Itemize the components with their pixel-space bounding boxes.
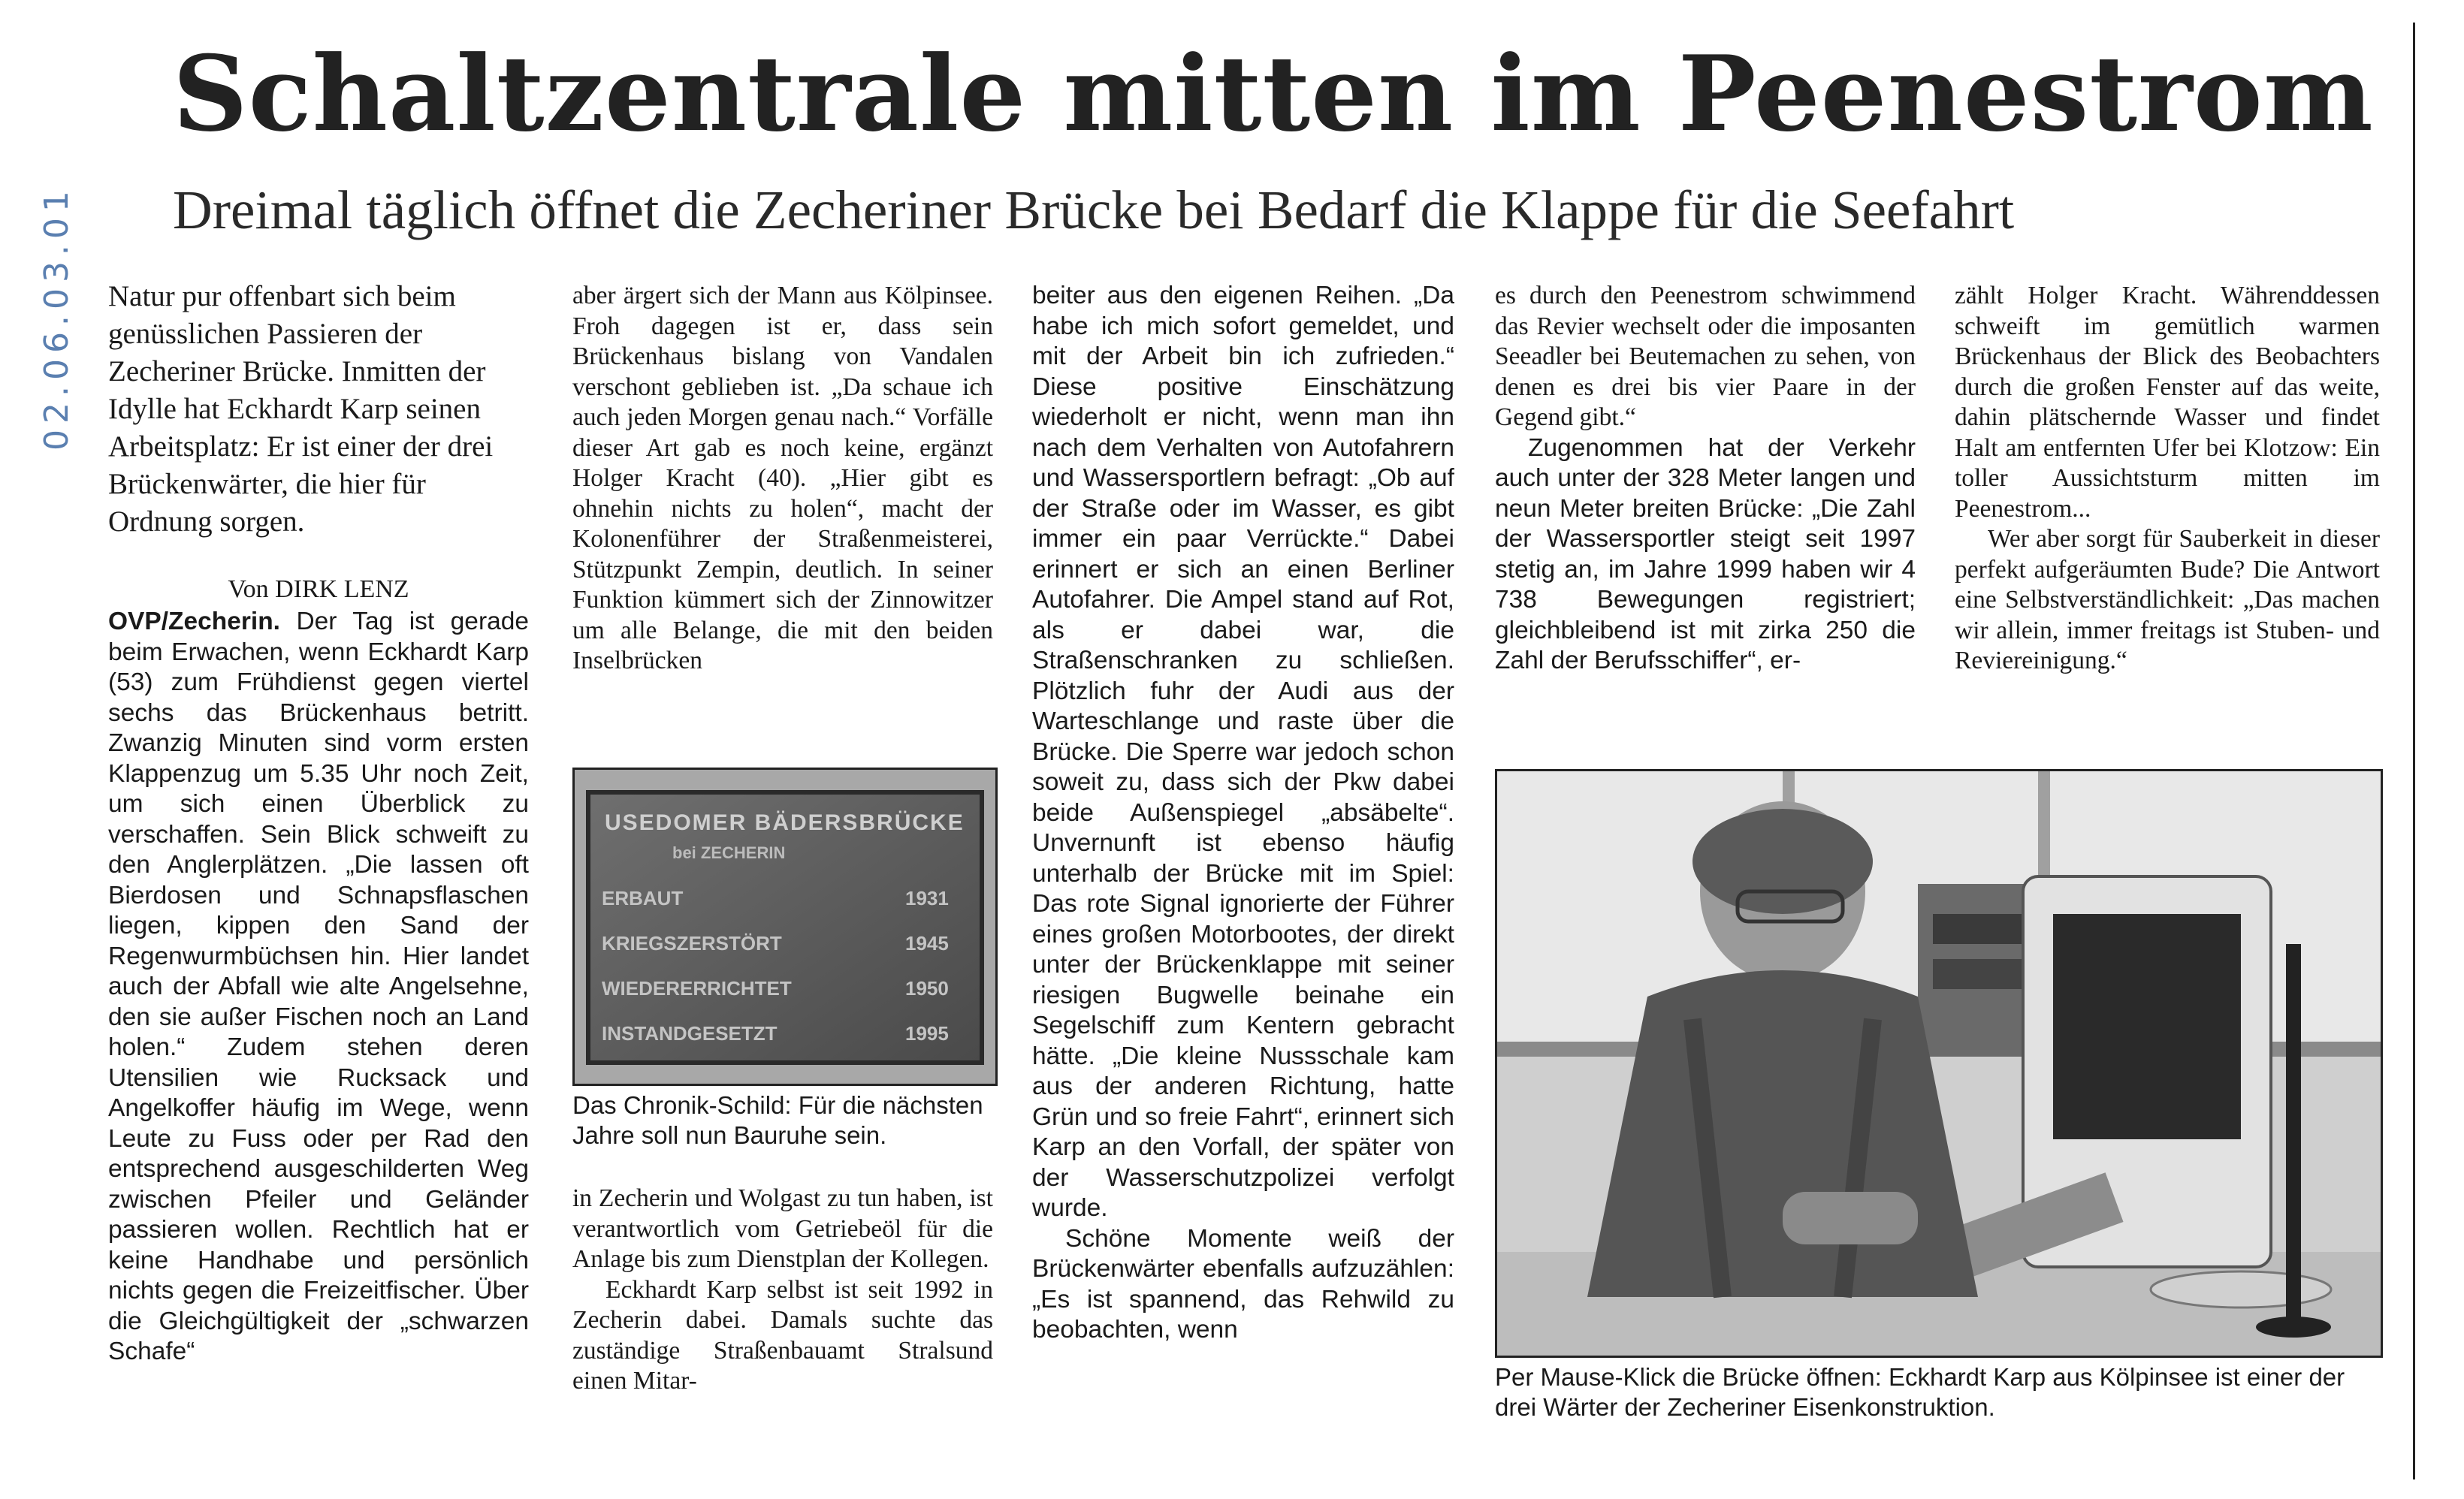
plaque-row-3-label: INSTANDGESETZT [602, 1022, 778, 1045]
col4-paragraph-2: Zugenommen hat der Verkehr auch unter der 328 Meter langen und neun Meter breiten Brücke: „Die Zahl der Wassersportler steigt seit 1997 stetig an, im Jahre 1999 haben wir 4 738 Bewegungen registriert; gleichbleibend ist mit zirka 250 die Zahl der Berufsschiffer“, er- [1495, 433, 1916, 674]
plaque-row-1-year: 1945 [905, 932, 949, 955]
plaque-row-2-year: 1950 [905, 977, 949, 1000]
photo-caption: Per Mause-Klick die Brücke öffnen: Eckhardt Karp aus Kölpinsee ist einer der drei Wärter der Zecheriner Eisenkonstruktion. [1495, 1363, 2345, 1421]
col2-paragraph-3: Eckhardt Karp selbst ist seit 1992 in Zecherin dabei. Damals suchte das zuständige Straßenbauamt Stralsund einen Mitar- [572, 1275, 993, 1395]
main-photo [1495, 769, 2383, 1358]
column-3 [1032, 281, 1454, 1346]
col5-paragraph-2: Wer aber sorgt für Sauberkeit in dieser perfekt aufgeräumten Bude? Die Antwort eine Selbstverständlichkeit: „Das machen wir allein, immer freitags ist Stuben- und Reviereinigung.“ [1955, 525, 2380, 674]
plaque-photo [572, 768, 998, 1086]
plaque-row-0-year: 1931 [905, 887, 949, 909]
page-edge-rule [2413, 23, 2415, 1479]
col3-paragraph-2: Schöne Momente weiß der Brückenwärter ebenfalls aufzuzählen: „Es ist spannend, das Rehwild zu beobachten, wenn [1032, 1224, 1454, 1344]
headline: Schaltzentrale mitten im Peenestrom [173, 32, 2374, 155]
column-2 [572, 281, 993, 677]
col5-paragraph-1: zählt Holger Kracht. Währenddessen schweift im gemütlich warmen Brückenhaus der Blick des Beobachters durch die großen Fenster auf das weite, dahin plätschernde Wasser und findet Halt am entfernten Ufer bei Klotzow: Ein toller Aussichtsturm mitten im Peenestrom... [1955, 282, 2380, 523]
col1-text: Der Tag ist gerade beim Erwachen, wenn Eckhardt Karp (53) zum Frühdienst gegen viertel sechs das Brückenhaus betritt. Zwanzig Minuten sind vorm ersten Klappenzug um 5.35 Uhr noch Zeit, um sich einen Überblick zu verschaffen. Sein Blick schweift zu den Anglerplätzen. „Die lassen oft Bierdosen und Schnapsflaschen liegen, kippen den Sand der Regenwurmbüchsen hin. Hier landet auch der Abfall wie alte Angelsehne, den sie außer Fischen noch an Land holen.“ Zudem stehen deren Utensilien wie Rucksack und Angelkoffer häufig im Wege, wenn Leute zu Fuss oder per Rad den entsprechend ausgeschilderten Weg zwischen Pfeiler und Geländer passieren wollen. Rechtlich hat er keine Handhabe und persönlich nichts gegen die Freizeitfischer. Über die Gleichgültigkeit der „schwarzen Schafe“ [108, 608, 529, 1365]
col2-paragraph-1: aber ärgert sich der Mann aus Kölpinsee. Froh dagegen ist er, dass sein Brückenhaus bislang von Vandalen verschont geblieben ist. „Da schaue ich auch jeden Morgen genau nach.“ Vorfälle dieser Art gab es noch keine, ergänzt Holger Kracht (40). „Hier gibt es ohnehin nichts zu holen“, macht der Kolonenführer der Straßenmeisterei, Stützpunkt Zempin, deutlich. In seiner Funktion kümmert sich der Zinnowitzer um alle Belange, die mit den beiden Inselbrücken [572, 282, 993, 674]
column-4 [1495, 281, 1916, 677]
column-5 [1955, 281, 2380, 677]
plaque-row-0-label: ERBAUT [602, 887, 684, 909]
subheadline: Dreimal täglich öffnet die Zecheriner Brücke bei Bedarf die Klappe für die Seefahrt [173, 179, 2015, 240]
article-lead: Natur pur offenbart sich beim genüsslichen Passieren der Zecheriner Brücke. Inmitten der Idylle hat Eckhardt Karp seinen Arbeitsplatz: Er ist einer der drei Brückenwärter, die hier für Ordnung sorgen. [108, 280, 494, 538]
column-2-continued [572, 1184, 993, 1397]
col4-paragraph-1: es durch den Peenestrom schwimmend das Revier wechselt oder die imposanten Seeadler bei Beutemachen zu sehen, von denen es drei bis vier Paare in der Gegend gibt.“ [1495, 282, 1916, 431]
photo-illustration [1497, 771, 2381, 1356]
column-1 [108, 607, 529, 1368]
plaque-title: USEDOMER BÄDERSBRÜCKE [605, 810, 965, 835]
dateline: OVP/Zecherin. [108, 608, 280, 635]
plaque-row-2-label: WIEDERERRICHTET [602, 977, 792, 1000]
plaque-subtitle: bei ZECHERIN [672, 843, 786, 862]
date-stamp: 02.06.03.01 [38, 185, 76, 451]
plaque-caption: Das Chronik-Schild: Für die nächsten Jahre soll nun Bauruhe sein. [572, 1091, 983, 1149]
byline: Von DIRK LENZ [228, 575, 409, 603]
plaque-illustration [575, 770, 995, 1084]
col1-paragraph [108, 607, 529, 1368]
plaque-row-3-year: 1995 [905, 1022, 949, 1045]
plaque-row-1-label: KRIEGSZERSTÖRT [602, 932, 782, 955]
col2-paragraph-2: in Zecherin und Wolgast zu tun haben, ist verantwortlich vom Getriebeöl für die Anlage bis zum Dienstplan der Kollegen. [572, 1184, 993, 1273]
col3-paragraph-1: beiter aus den eigenen Reihen. „Da habe ich mich sofort gemeldet, und mit der Arbeit bin ich zufrieden.“ Diese positive Einschätzung wiederholt er nicht, wenn man ihn nach dem Verhalten von Autofahrern und Wassersportlern befragt: „Ob auf der Straße oder im Wasser, es gibt immer ein paar Verrückte.“ Dabei erinnert er sich an einen Berliner Autofahrer. Die Ampel stand auf Rot, als er dabei war, die Straßenschranken zu schließen. Plötzlich fuhr der Audi aus der Warteschlange und raste über die Brücke. Die Sperre war jedoch schon soweit zu, dass sich der Pkw dabei beide Außenspiegel „absäbelte“. Unvernunft ist ebenso häufig unterhalb der Brücke mit im Spiel: Das rote Signal ignorierte der Führer eines großen Motorbootes, der direkt unter der Brückenklappe mit seiner riesigen Bugwelle beinahe ein Segelschiff zum Kentern gebracht hätte. „Die kleine Nussschale kam aus der anderen Richtung, hatte Grün und so freie Fahrt“, erinnert sich Karp an den Vorfall, der später von der Wasserschutzpolizei verfolgt wurde. [1032, 282, 1454, 1222]
